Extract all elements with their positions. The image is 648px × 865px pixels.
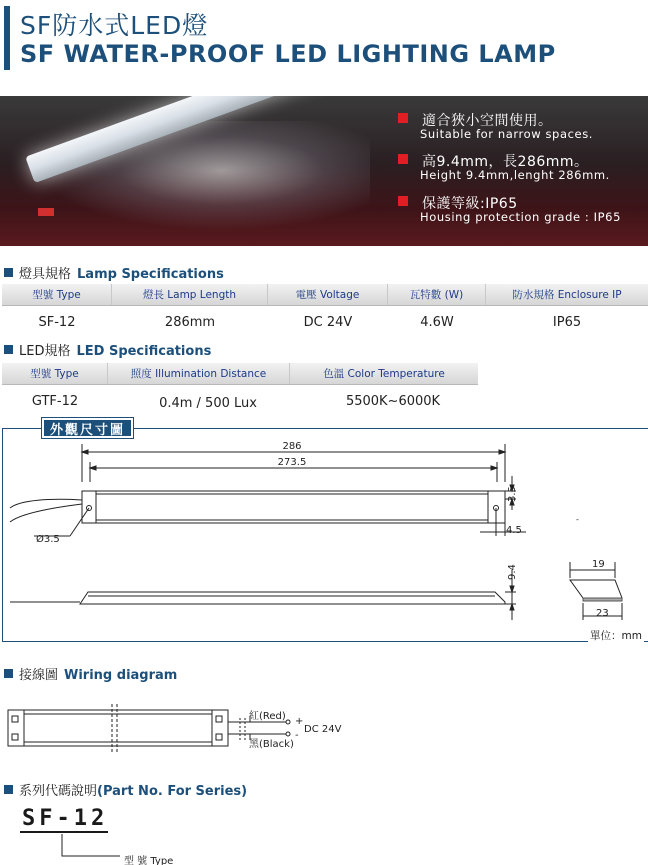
dimension-drawing bbox=[0, 430, 648, 642]
feature-cn: 保護等級:IP65 bbox=[422, 196, 518, 212]
table-cell: DC 24V bbox=[303, 314, 353, 330]
feature-en: Height 9.4mm,lenght 286mm. bbox=[420, 168, 610, 182]
lamp-spec-data-row bbox=[2, 311, 648, 333]
square-bullet-icon bbox=[4, 785, 13, 794]
dim-height: 9.4 bbox=[507, 564, 518, 580]
dim-end-offset: 4.5 bbox=[506, 525, 522, 536]
table-cell: IP65 bbox=[552, 314, 582, 330]
square-bullet-icon bbox=[4, 268, 13, 277]
plus-sign: + bbox=[295, 716, 304, 727]
feature-en: Suitable for narrow spaces. bbox=[420, 127, 594, 141]
series-type-label: 型 號 Type bbox=[124, 856, 174, 865]
dim-overall-length: 286 bbox=[282, 441, 302, 452]
lamp-spec-heading-cn: 燈具規格 bbox=[19, 267, 72, 282]
col-header: 電壓 Voltage bbox=[268, 284, 388, 305]
col-header: 型號 Type bbox=[2, 284, 112, 305]
led-spec-heading bbox=[4, 340, 211, 359]
led-spec-data-row bbox=[2, 390, 478, 412]
dim-end-height: 3.5 bbox=[507, 486, 518, 502]
table-cell: 4.6W bbox=[420, 314, 454, 330]
led-spec-heading-cn: LED規格 bbox=[19, 344, 71, 359]
table-cell: 0.4m / 500 Lux bbox=[159, 395, 257, 411]
wire-red-label: 紅(Red) bbox=[249, 711, 286, 722]
col-header: 瓦特數 (W) bbox=[388, 284, 486, 305]
dim-dot-mark: - bbox=[576, 515, 579, 524]
bullet-icon bbox=[398, 154, 408, 164]
square-bullet-icon bbox=[4, 345, 13, 354]
series-underline bbox=[20, 831, 108, 833]
col-header: 色溫 Color Temperature bbox=[323, 368, 445, 380]
wiring-heading-en: Wiring diagram bbox=[64, 668, 178, 683]
col-header: 燈長 Lamp Length bbox=[112, 284, 268, 305]
wiring-diagram bbox=[0, 690, 360, 760]
dim-inner-length: 273.5 bbox=[277, 457, 307, 468]
led-spec-heading-en: LED Specifications bbox=[76, 344, 212, 359]
bullet-icon bbox=[398, 196, 408, 206]
feature-cn: 高9.4mm，長286mm。 bbox=[422, 154, 589, 170]
voltage-label: DC 24V bbox=[304, 724, 342, 735]
wiring-heading-cn: 接線圖 bbox=[19, 668, 59, 683]
series-heading-en: (Part No. For Series) bbox=[97, 784, 248, 799]
table-cell: GTF-12 bbox=[31, 393, 79, 409]
wire-black-label: 黑(Black) bbox=[249, 739, 294, 750]
title-accent-bar bbox=[4, 6, 10, 70]
minus-sign: - bbox=[295, 730, 299, 741]
lamp-spec-heading-en: Lamp Specifications bbox=[77, 267, 224, 282]
dim-hole-diameter: Ø3.5 bbox=[36, 534, 60, 545]
series-callout-line bbox=[56, 834, 126, 860]
dimension-drawing-tag: 外觀尺寸圖 bbox=[42, 418, 133, 438]
series-code: SF-12 bbox=[22, 806, 109, 831]
col-header: 防水規格 Enclosure IP bbox=[512, 289, 622, 301]
feature-cn: 適合狹小空間使用。 bbox=[422, 113, 553, 129]
dim-top-width: 19 bbox=[592, 559, 605, 570]
feature-en: Housing protection grade : IP65 bbox=[420, 210, 621, 224]
square-bullet-icon bbox=[4, 669, 13, 678]
unit-note: 單位：mm bbox=[590, 630, 642, 642]
bullet-icon bbox=[398, 113, 408, 123]
lamp-wire-end bbox=[38, 208, 54, 216]
wiring-heading bbox=[4, 664, 177, 683]
series-heading bbox=[4, 780, 247, 799]
page-title-cn: SF防水式LED燈 bbox=[20, 11, 209, 40]
lamp-spec-heading bbox=[4, 263, 224, 282]
series-heading-cn: 系列代碼說明 bbox=[19, 784, 98, 799]
lamp-spec-header-row bbox=[2, 284, 648, 306]
table-cell: 5500K~6000K bbox=[345, 393, 441, 409]
col-header: 型號 Type bbox=[2, 363, 108, 384]
table-cell: 286mm bbox=[164, 314, 216, 330]
col-header: 照度 Illumination Distance bbox=[108, 363, 290, 384]
page-title-en: SF WATER-PROOF LED LIGHTING LAMP bbox=[20, 40, 556, 68]
table-cell: SF-12 bbox=[38, 314, 76, 330]
led-spec-header-row bbox=[2, 363, 478, 385]
dim-bottom-width: 23 bbox=[596, 608, 609, 619]
